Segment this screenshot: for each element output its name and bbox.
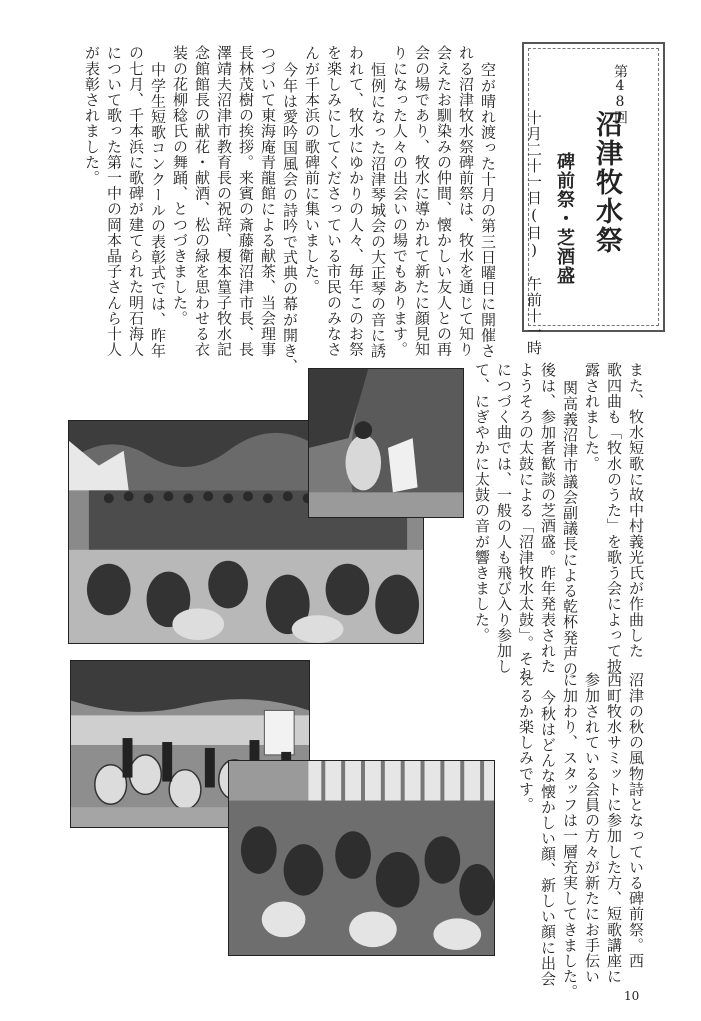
body-column: 歌四曲も「牧水のうた」を歌う会によって披 <box>605 362 623 674</box>
body-column: を楽しみにしてくださっている市民のみなさ <box>325 45 343 357</box>
body-column: 会の場であり、牧水に導かれて新たに顔見知 <box>413 45 431 357</box>
article-datetime: 十月二十一日(日) 午前十一時 <box>525 110 543 356</box>
body-column: 恒例になった沼津琴城会の大正琴の音に誘 <box>369 62 387 359</box>
article-number: 第48回 <box>612 64 628 124</box>
page-number: 10 <box>624 989 640 1003</box>
body-column: 露されました。 <box>583 362 601 472</box>
body-column: 関高義沼津市議会副議長による乾杯発声の <box>561 380 579 677</box>
body-column: の七月、千本浜に歌碑が建てられた明石海人 <box>127 45 145 357</box>
body-column: について歌った第一中の岡本晶子さんら十人 <box>105 45 123 357</box>
body-column: 西町牧水サミットに参加した方、短歌講座に <box>605 672 623 984</box>
body-column: えるか楽しみです。 <box>517 672 535 813</box>
body-column: 長林茂樹の挨拶。来賓の斎藤衛沼津市長、長 <box>237 45 255 357</box>
body-column: が表彰されました。 <box>83 45 101 186</box>
body-column: また、牧水短歌に故中村義光氏が作曲した <box>627 362 645 659</box>
body-column: て、にぎやかに太鼓の音が響きました。 <box>473 362 491 643</box>
body-column: われて、牧水にゆかりの人々、毎年このお祭 <box>347 45 365 357</box>
body-column: りになった人々の出会いの場でもあります。 <box>391 45 409 357</box>
body-column: 後は、参加者歓談の芝酒盛。昨年発表された <box>539 362 557 674</box>
body-column: 参加されている会員の方々が新たにお手伝い <box>583 672 601 984</box>
body-column: 今年は愛吟国風会の詩吟で式典の幕が開き、 <box>281 62 299 374</box>
photo-offering-monument <box>308 368 464 518</box>
body-column: れる沼津牧水祭碑前祭は、牧水を通じて知り <box>457 45 475 357</box>
photo-picnic-gathering <box>228 760 495 956</box>
body-column: 空が晴れ渡った十月の第三日曜日に開催さ <box>479 62 497 359</box>
body-column: んが千本浜の歌碑前に集いました。 <box>303 45 321 295</box>
body-column: つづいて東海庵青龍館による献茶、当会理事 <box>259 45 277 357</box>
body-column: 今秋はどんな懐かしい顔、新しい顔に出会 <box>539 690 557 987</box>
body-column: 会えたお馴染みの仲間、懐かしい友人との再 <box>435 45 453 357</box>
body-column: 沼津の秋の風物詩となっている碑前祭。西 <box>627 672 645 969</box>
body-column: 念館館長の献花・献酒、松の緑を思わせる衣 <box>193 45 211 357</box>
body-column: 澤靖夫沼津市教育長の祝辞、榎本篁子牧水記 <box>215 45 233 357</box>
body-column: に加わり、スタッフは一層充実してきました。 <box>561 672 579 1000</box>
body-column: ようそろの太鼓による「沼津牧水太鼓」。それ <box>517 362 535 683</box>
body-column: 中学生短歌コンクールの表彰式では、昨年 <box>149 62 167 359</box>
article-title: 沼津牧水祭 <box>591 110 622 255</box>
body-column: につづく曲では、一般の人も飛び入り参加し <box>495 362 513 674</box>
body-column: 装の花柳稔氏の舞踊、とつづきました。 <box>171 45 189 326</box>
article-subtitle: 碑前祭・芝酒盛 <box>554 152 575 285</box>
